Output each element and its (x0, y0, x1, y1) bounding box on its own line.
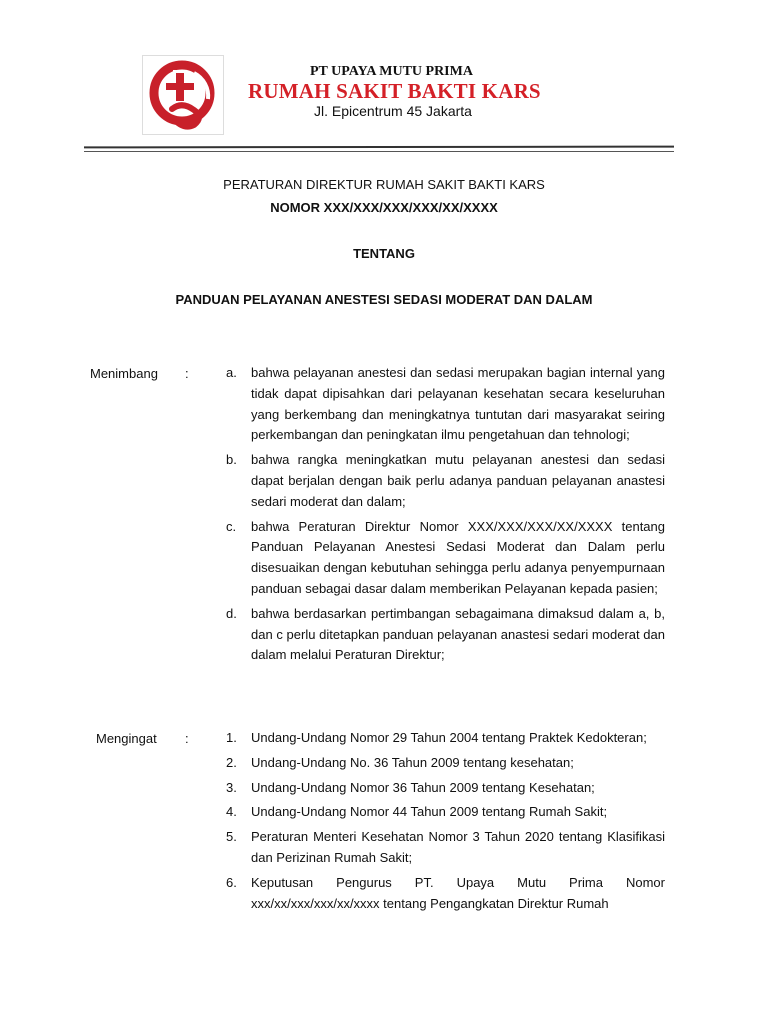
list-item-text: Undang-Undang Nomor 29 Tahun 2004 tentang Praktek Kedokteran; (251, 730, 647, 745)
mengingat-item (226, 873, 665, 915)
mengingat-item (226, 753, 665, 774)
list-item-text: Undang-Undang No. 36 Tahun 2009 tentang kesehatan; (251, 754, 574, 770)
regulation-subject: PANDUAN PELAYANAN ANESTESI SEDASI MODERAT DAN DALAM (175, 292, 593, 307)
list-marker: 3. (226, 779, 237, 795)
mengingat-label: Mengingat (96, 731, 157, 746)
mengingat-colon: : (185, 731, 189, 746)
menimbang-colon: : (185, 366, 189, 381)
menimbang-item (226, 363, 665, 446)
list-marker: 4. (226, 804, 237, 820)
regulation-about: TENTANG (353, 246, 415, 261)
mengingat-item (226, 778, 665, 799)
menimbang-item (226, 517, 665, 600)
list-item-text: Undang-Undang Nomor 44 Tahun 2009 tentang Rumah Sakit; (251, 804, 608, 820)
letterhead-divider (84, 146, 674, 149)
menimbang-label: Menimbang (90, 366, 158, 381)
regulation-title: PERATURAN DIREKTUR RUMAH SAKIT BAKTI KARS (223, 177, 545, 192)
list-marker: 2. (226, 754, 237, 770)
list-marker: 5. (226, 829, 237, 845)
list-item-text: bahwa pelayanan anestesi dan sedasi merupakan bagian internal yang tidak dapat dipisahkan dari pelayanan kesehatan secara keseluruhan yang berkembang dan meningkatnya tuntutan dari masyarakat seiring perkembangan dan peningkatan ilmu pengetahuan dan tehnologi; (251, 365, 665, 443)
list-item-text: Peraturan Menteri Kesehatan Nomor 3 Tahun 2020 tentang Klasifikasi dan Perizinan Rumah Sakit; (251, 829, 665, 865)
regulation-number: NOMOR XXX/XXX/XXX/XXX/XX/XXXX (270, 200, 498, 215)
hospital-address: Jl. Epicentrum 45 Jakarta (314, 103, 472, 119)
list-marker: d. (226, 605, 237, 621)
menimbang-list (226, 363, 665, 666)
hospital-logo (142, 55, 224, 135)
list-marker: 1. (226, 730, 237, 745)
list-item-text: bahwa Peraturan Direktur Nomor XXX/XXX/XXX/XX/XXXX tentang Panduan Pelayanan Anestesi Sedasi Moderat dan Dalam perlu disesuaikan dengan kebutuhan sehingga perlu adanya penyempurnaan panduan sebagai dasar dalam memberikan Pelayanan kepada pasien; (251, 518, 665, 596)
list-marker: 6. (226, 874, 237, 890)
menimbang-item (226, 604, 665, 666)
list-item-text: bahwa rangka meningkatkan mutu pelayanan anestesi dan sedasi dapat berjalan dengan baik perlu adanya panduan pelayanan anastesi sedari moderat dan dalam; (251, 452, 665, 509)
list-marker: b. (226, 452, 237, 468)
list-marker: a. (226, 365, 237, 380)
list-item-text: Undang-Undang Nomor 36 Tahun 2009 tentang Kesehatan; (251, 779, 595, 795)
mengingat-item (226, 728, 665, 749)
list-marker: c. (226, 518, 237, 534)
list-item-text: bahwa berdasarkan pertimbangan sebagaimana dimaksud dalam a, b, dan c perlu ditetapkan panduan pelayanan anastesi sedari moderat dan dalam melalui Peraturan Direktur; (251, 605, 665, 663)
hospital-name: RUMAH SAKIT BAKTI KARS (248, 79, 541, 103)
menimbang-item (226, 450, 665, 512)
company-name: PT UPAYA MUTU PRIMA (310, 64, 473, 79)
list-item-text: Keputusan Pengurus PT. Upaya Mutu Prima Nomor xxx/xx/xxx/xxx/xx/xxxx tentang Pengangkatan Direktur Rumah (251, 874, 665, 911)
letterhead-divider-thin (84, 151, 674, 152)
mengingat-item (226, 827, 665, 869)
mengingat-list (226, 728, 665, 914)
mengingat-item (226, 802, 665, 823)
